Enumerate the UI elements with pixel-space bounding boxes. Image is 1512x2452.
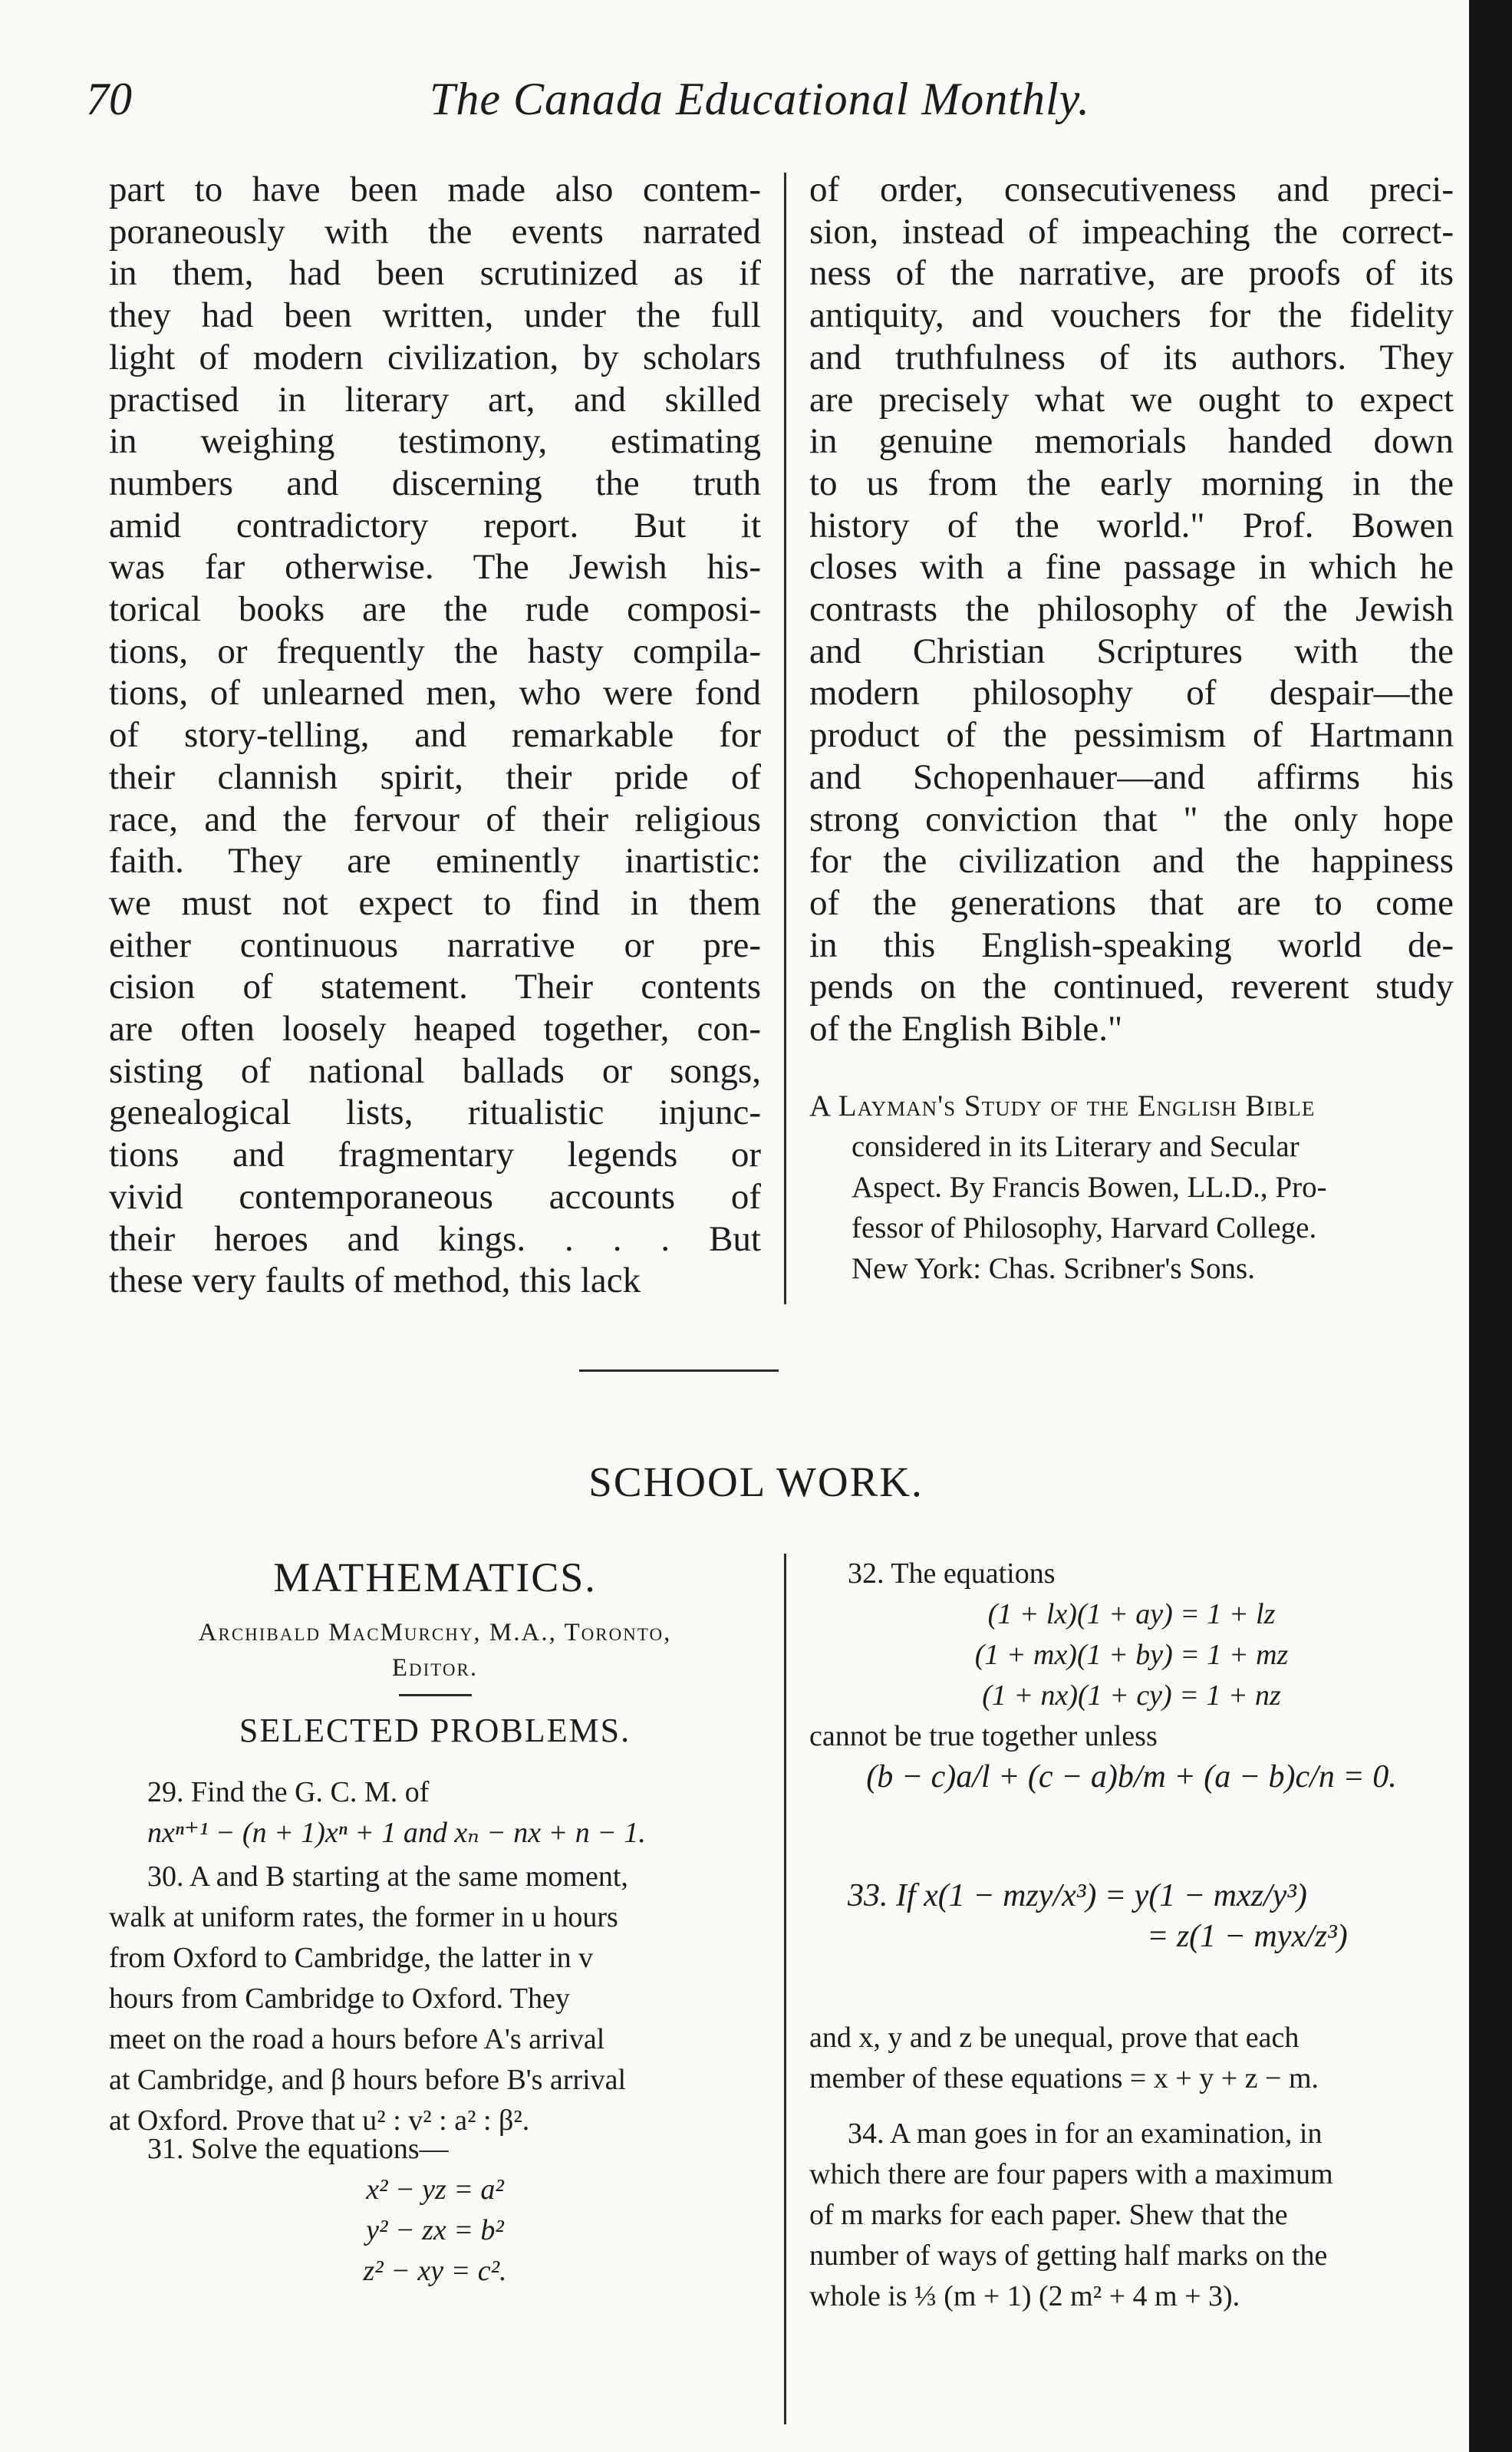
problem-30 [109,1857,761,2141]
equation-set [109,2170,761,2292]
book-notice [809,1086,1454,1289]
problem-31 [109,2129,761,2292]
text-line: part to have been made also contem- [109,170,761,209]
text-line: faith. They are eminently inartistic: [109,841,761,882]
problem-equation: z² − xy = c². [363,2255,507,2287]
text-line: ness of the narrative, are proofs of its [809,253,1454,294]
text-line: contrasts the philosophy of the Jewish [809,589,1454,630]
selected-problems-heading: SELECTED PROBLEMS. [239,1712,631,1749]
problem-line: meet on the road a hours before A's arrival [109,2023,605,2055]
problem-34 [809,2114,1454,2317]
running-title: The Canada Educational Monthly. [430,74,1090,124]
problem-line: number of ways of getting half marks on the [809,2239,1328,2272]
problem-line: hours from Cambridge to Oxford. They [109,1982,570,2015]
text-line: poraneously with the events narrated [109,211,761,252]
problem-29 [109,1772,761,1854]
text-line: antiquity, and vouchers for the fidelity [809,295,1454,336]
text-line: of the generations that are to come [809,882,1454,923]
text-line: cision of statement. Their contents [109,967,761,1007]
text-line: modern philosophy of despair—the [809,673,1454,714]
section-separator [579,1369,779,1372]
column-divider-bottom [784,1554,786,2424]
problem-line: member of these equations = x + y + z − m. [809,2062,1319,2094]
text-line: tions, or frequently the hasty compila- [109,631,761,671]
problem-line: from Oxford to Cambridge, the latter in v [109,1942,594,1974]
problem-line: of m marks for each paper. Shew that the [809,2199,1288,2231]
text-line: light of modern civilization, by scholars [109,337,761,377]
text-line: tions and fragmentary legends or [109,1135,761,1175]
book-notice-line: fessor of Philosophy, Harvard College. [852,1211,1317,1244]
problem-equation: (1 + nx)(1 + cy) = 1 + nz [982,1679,1281,1712]
text-line: was far otherwise. The Jewish his- [109,547,761,588]
problem-line: cannot be true together unless [809,1720,1158,1752]
editor-byline-line: Editor. [391,1654,479,1682]
book-notice-line: New York: Chas. Scribner's Sons. [852,1252,1255,1285]
text-line: in them, had been scrutinized as if [109,253,761,294]
text-line: sisting of national ballads or songs, [109,1050,761,1091]
text-line: we must not expect to find in them [109,882,761,923]
text-line: and truthfulness of its authors. They [809,337,1454,377]
text-line: race, and the fervour of their religious [109,799,761,839]
text-line: tions, of unlearned men, who were fond [109,673,761,714]
problem-line: 29. Find the G. C. M. of [147,1776,430,1808]
book-notice-title: A Layman's Study of the English Bible [809,1089,1316,1122]
text-line: are precisely what we ought to expect [809,379,1454,420]
problem-equation: = z(1 − myx/z³) [1147,1919,1348,1954]
text-line: and Christian Scriptures with the [809,631,1454,671]
text-line: either continuous narrative or pre- [109,924,761,965]
problem-equation: (b − c)a/l + (c − a)b/m + (a − b)c/n = 0. [866,1759,1397,1795]
text-line: of story-telling, and remarkable for [109,715,761,756]
text-line: closes with a fine passage in which he [809,547,1454,588]
problem-line: which there are four papers with a maximum [809,2158,1333,2190]
problem-equation: x² − yz = a² [366,2174,504,2206]
problem-equation: (1 + mx)(1 + by) = 1 + mz [974,1639,1289,1671]
problem-line: 32. The equations [848,1557,1056,1590]
text-line: are often loosely heaped together, con- [109,1009,761,1050]
text-line: product of the pessimism of Hartmann [809,715,1454,756]
text-line: to us from the early morning in the [809,463,1454,503]
problem-line: walk at uniform rates, the former in u hours [109,1901,618,1933]
problem-line: whole is ⅓ (m + 1) (2 m² + 4 m + 3). [809,2280,1240,2312]
book-notice-details [809,1126,1454,1289]
text-line: they had been written, under the full [109,295,761,336]
text-line: pends on the continued, reverent study [809,967,1454,1007]
left-text-column [109,169,761,1302]
book-notice-line: Aspect. By Francis Bowen, LL.D., Pro- [852,1171,1327,1204]
section-heading: SCHOOL WORK. [588,1458,924,1505]
mathematics-heading: MATHEMATICS. [273,1554,597,1600]
problem-line: at Oxford. Prove that u² : v² : a² : β². [109,2104,530,2137]
text-line: these very faults of method, this lack [109,1261,641,1301]
text-line: vivid contemporaneous accounts of [109,1176,761,1217]
equation-set [809,1594,1454,1716]
text-line: strong conviction that " the only hope [809,799,1454,839]
problem-line: 31. Solve the equations— [147,2133,449,2165]
problem-32 [809,1554,1454,1798]
text-line: practised in literary art, and skilled [109,379,761,420]
problem-equation: (1 + lx)(1 + ay) = 1 + lz [987,1598,1276,1630]
text-line: in this English-speaking world de- [809,924,1454,965]
text-line: their heroes and kings. . . . But [109,1218,761,1259]
problem-line: at Cambridge, and β hours before B's arrival [109,2064,627,2096]
problem-equation: y² − zx = b² [366,2214,504,2246]
text-line: of order, consecutiveness and preci- [809,170,1454,209]
right-text-column [809,169,1454,1050]
short-rule [399,1694,472,1696]
problem-line: 30. A and B starting at the same moment, [147,1860,628,1893]
text-line: in genuine memorials handed down [809,421,1454,462]
problem-33-text [809,2018,1454,2099]
text-line: in weighing testimony, estimating [109,421,761,462]
book-notice-line: considered in its Literary and Secular [852,1130,1300,1163]
text-line: of the English Bible." [809,1009,1123,1050]
problem-equation: 33. If x(1 − mzy/x³) = y(1 − mxz/y³) [848,1878,1307,1913]
text-line: torical books are the rude composi- [109,589,761,630]
text-line: numbers and discerning the truth [109,463,761,503]
problem-line: and x, y and z be unequal, prove that each [809,2022,1300,2054]
page-number: 70 [86,74,132,124]
page-edge-shadow [1469,0,1512,2452]
problem-equation: nxⁿ⁺¹ − (n + 1)xⁿ + 1 and xₙ − nx + n − 1. [147,1817,646,1849]
text-line: amid contradictory report. But it [109,505,761,545]
problem-33 [809,1876,1454,1957]
problem-line: 34. A man goes in for an examination, in [848,2117,1323,2150]
column-divider-top [784,173,786,1304]
text-line: and Schopenhauer—and affirms his [809,756,1454,797]
editor-byline [109,1615,761,1686]
text-line: history of the world." Prof. Bowen [809,505,1454,545]
text-line: sion, instead of impeaching the correct- [809,211,1454,252]
text-line: genealogical lists, ritualistic injunc- [109,1093,761,1133]
text-line: their clannish spirit, their pride of [109,756,761,797]
text-line: for the civilization and the happiness [809,841,1454,882]
editor-byline-line: Archibald MacMurchy, M.A., Toronto, [198,1619,672,1646]
